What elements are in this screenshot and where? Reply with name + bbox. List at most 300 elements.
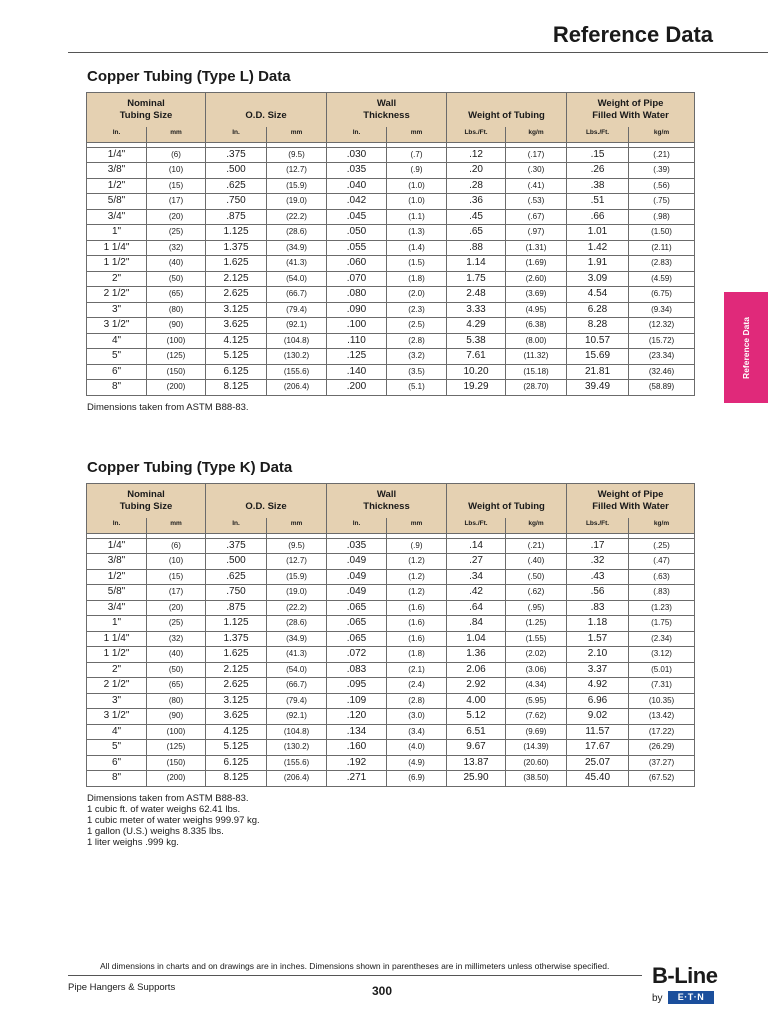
cell-od-in: .500 — [206, 163, 267, 179]
cell-od-mm: (19.0) — [267, 194, 327, 210]
cell-wall-in: .040 — [327, 178, 387, 194]
cell-nominal-in: 5/8" — [87, 585, 147, 601]
cell-pipe-kg: (32.46) — [629, 364, 695, 380]
cell-weight-kg: (.67) — [506, 209, 567, 225]
cell-wall-mm: (1.1) — [387, 209, 447, 225]
cell-nominal-in: 2" — [87, 271, 147, 287]
eaton-logo: E·T·N — [668, 991, 714, 1004]
header-rule — [68, 52, 768, 53]
cell-nominal-mm: (100) — [147, 333, 206, 349]
cell-nominal-in: 2 1/2" — [87, 287, 147, 303]
cell-pipe-kg: (37.27) — [629, 755, 695, 771]
cell-nominal-mm: (10) — [147, 163, 206, 179]
cell-wall-in: .065 — [327, 616, 387, 632]
cell-pipe-kg: (.98) — [629, 209, 695, 225]
table-row — [87, 271, 695, 287]
cell-od-mm: (92.1) — [267, 709, 327, 725]
cell-wall-in: .045 — [327, 209, 387, 225]
cell-wall-mm: (1.2) — [387, 585, 447, 601]
cell-wall-in: .120 — [327, 709, 387, 725]
cell-weight-lbs: 1.04 — [447, 631, 506, 647]
table-row — [87, 569, 695, 585]
cell-weight-kg: (.62) — [506, 585, 567, 601]
cell-weight-kg: (9.69) — [506, 724, 567, 740]
cell-wall-mm: (1.2) — [387, 569, 447, 585]
cell-nominal-mm: (17) — [147, 194, 206, 210]
cell-weight-lbs: .42 — [447, 585, 506, 601]
cell-od-mm: (34.9) — [267, 631, 327, 647]
cell-nominal-in: 8" — [87, 380, 147, 396]
cell-weight-lbs: 4.29 — [447, 318, 506, 334]
cell-weight-kg: (.97) — [506, 225, 567, 241]
cell-pipe-kg: (.39) — [629, 163, 695, 179]
cell-pipe-lbs: 8.28 — [567, 318, 629, 334]
cell-od-in: 4.125 — [206, 333, 267, 349]
header-od: O.D. Size — [206, 93, 327, 127]
section-tab-label: Reference Data — [741, 316, 751, 379]
cell-wall-mm: (1.6) — [387, 631, 447, 647]
cell-nominal-in: 1/4" — [87, 147, 147, 163]
cell-od-mm: (15.9) — [267, 178, 327, 194]
cell-wall-in: .042 — [327, 194, 387, 210]
cell-nominal-in: 6" — [87, 755, 147, 771]
page-title: Reference Data — [552, 22, 713, 47]
cell-weight-lbs: 6.51 — [447, 724, 506, 740]
cell-nominal-mm: (20) — [147, 600, 206, 616]
cell-weight-kg: (11.32) — [506, 349, 567, 365]
table-row — [87, 678, 695, 694]
cell-nominal-mm: (200) — [147, 380, 206, 396]
cell-wall-mm: (4.9) — [387, 755, 447, 771]
cell-weight-kg: (.53) — [506, 194, 567, 210]
table-row — [87, 724, 695, 740]
footer-rule — [68, 975, 642, 976]
type-k-note: 1 cubic meter of water weighs 999.97 kg. — [87, 815, 260, 826]
cell-wall-in: .065 — [327, 600, 387, 616]
cell-nominal-mm: (15) — [147, 569, 206, 585]
unit-kg: kg/m — [629, 518, 695, 534]
cell-od-mm: (206.4) — [267, 380, 327, 396]
cell-od-mm: (155.6) — [267, 364, 327, 380]
cell-od-mm: (66.7) — [267, 678, 327, 694]
cell-weight-kg: (1.25) — [506, 616, 567, 632]
cell-weight-lbs: .64 — [447, 600, 506, 616]
cell-wall-mm: (1.2) — [387, 554, 447, 570]
cell-od-mm: (34.9) — [267, 240, 327, 256]
table-row — [87, 318, 695, 334]
cell-wall-in: .072 — [327, 647, 387, 663]
cell-nominal-mm: (80) — [147, 693, 206, 709]
cell-od-mm: (66.7) — [267, 287, 327, 303]
type-k-note: 1 liter weighs .999 kg. — [87, 837, 179, 848]
cell-od-mm: (54.0) — [267, 271, 327, 287]
page-number: 300 — [372, 984, 393, 998]
cell-weight-lbs: .34 — [447, 569, 506, 585]
cell-od-mm: (104.8) — [267, 724, 327, 740]
unit-lbs: Lbs./Ft. — [567, 518, 629, 534]
cell-od-in: 1.125 — [206, 225, 267, 241]
cell-od-in: 2.625 — [206, 678, 267, 694]
cell-pipe-kg: (1.23) — [629, 600, 695, 616]
cell-od-in: 4.125 — [206, 724, 267, 740]
cell-pipe-kg: (10.35) — [629, 693, 695, 709]
cell-weight-lbs: 2.06 — [447, 662, 506, 678]
cell-weight-lbs: .65 — [447, 225, 506, 241]
cell-weight-lbs: .36 — [447, 194, 506, 210]
section-tab[interactable] — [724, 292, 768, 403]
cell-pipe-lbs: 4.54 — [567, 287, 629, 303]
cell-weight-lbs: 5.12 — [447, 709, 506, 725]
cell-wall-in: .030 — [327, 147, 387, 163]
cell-od-in: 6.125 — [206, 755, 267, 771]
table-row — [87, 631, 695, 647]
cell-nominal-in: 1/2" — [87, 178, 147, 194]
cell-nominal-in: 3" — [87, 302, 147, 318]
cell-wall-in: .271 — [327, 771, 387, 787]
header-weight: Weight of Tubing — [447, 484, 567, 518]
cell-wall-in: .090 — [327, 302, 387, 318]
cell-wall-mm: (1.8) — [387, 271, 447, 287]
unit-mm: mm — [267, 518, 327, 534]
cell-nominal-mm: (125) — [147, 740, 206, 756]
cell-wall-in: .109 — [327, 693, 387, 709]
cell-pipe-lbs: 45.40 — [567, 771, 629, 787]
cell-nominal-mm: (150) — [147, 755, 206, 771]
cell-nominal-in: 3/8" — [87, 554, 147, 570]
cell-od-mm: (130.2) — [267, 740, 327, 756]
cell-wall-in: .125 — [327, 349, 387, 365]
cell-wall-mm: (2.3) — [387, 302, 447, 318]
cell-nominal-mm: (40) — [147, 256, 206, 272]
cell-wall-mm: (.7) — [387, 147, 447, 163]
cell-od-in: 6.125 — [206, 364, 267, 380]
cell-wall-mm: (.9) — [387, 163, 447, 179]
unit-in: In. — [87, 127, 147, 143]
cell-wall-in: .050 — [327, 225, 387, 241]
cell-pipe-kg: (67.52) — [629, 771, 695, 787]
bline-logo: B-Line — [652, 963, 718, 988]
cell-wall-in: .100 — [327, 318, 387, 334]
cell-pipe-lbs: 3.37 — [567, 662, 629, 678]
cell-weight-lbs: 10.20 — [447, 364, 506, 380]
cell-weight-lbs: 19.29 — [447, 380, 506, 396]
cell-wall-mm: (1.3) — [387, 225, 447, 241]
table-row — [87, 755, 695, 771]
cell-nominal-in: 1 1/4" — [87, 240, 147, 256]
cell-pipe-kg: (3.12) — [629, 647, 695, 663]
cell-wall-in: .134 — [327, 724, 387, 740]
cell-weight-kg: (1.69) — [506, 256, 567, 272]
table-row — [87, 600, 695, 616]
cell-pipe-lbs: .51 — [567, 194, 629, 210]
cell-weight-lbs: .20 — [447, 163, 506, 179]
cell-weight-lbs: 1.75 — [447, 271, 506, 287]
cell-weight-kg: (20.60) — [506, 755, 567, 771]
cell-wall-mm: (2.8) — [387, 693, 447, 709]
type-k-rows — [87, 533, 695, 786]
cell-wall-mm: (3.5) — [387, 364, 447, 380]
cell-od-in: 2.625 — [206, 287, 267, 303]
cell-od-in: .750 — [206, 585, 267, 601]
cell-weight-kg: (.40) — [506, 554, 567, 570]
cell-weight-kg: (6.38) — [506, 318, 567, 334]
header-nominal: Nominal Tubing Size — [87, 93, 206, 127]
table-row — [87, 364, 695, 380]
cell-pipe-kg: (17.22) — [629, 724, 695, 740]
logo-by-text: by — [652, 993, 663, 1004]
cell-nominal-mm: (90) — [147, 709, 206, 725]
cell-nominal-in: 1/4" — [87, 538, 147, 554]
cell-weight-lbs: 25.90 — [447, 771, 506, 787]
cell-weight-kg: (7.62) — [506, 709, 567, 725]
cell-pipe-lbs: 1.57 — [567, 631, 629, 647]
cell-wall-in: .055 — [327, 240, 387, 256]
cell-pipe-lbs: 4.92 — [567, 678, 629, 694]
cell-weight-lbs: 5.38 — [447, 333, 506, 349]
cell-od-in: 8.125 — [206, 380, 267, 396]
table-row — [87, 538, 695, 554]
cell-weight-kg: (2.60) — [506, 271, 567, 287]
cell-pipe-kg: (6.75) — [629, 287, 695, 303]
cell-od-mm: (79.4) — [267, 693, 327, 709]
cell-od-in: 1.375 — [206, 631, 267, 647]
unit-in: In. — [206, 127, 267, 143]
cell-pipe-kg: (1.50) — [629, 225, 695, 241]
cell-od-in: .500 — [206, 554, 267, 570]
cell-wall-mm: (2.5) — [387, 318, 447, 334]
cell-pipe-lbs: .66 — [567, 209, 629, 225]
cell-nominal-in: 1" — [87, 225, 147, 241]
table-row — [87, 554, 695, 570]
cell-nominal-in: 1 1/2" — [87, 647, 147, 663]
cell-weight-kg: (.41) — [506, 178, 567, 194]
cell-nominal-mm: (6) — [147, 538, 206, 554]
cell-wall-mm: (1.4) — [387, 240, 447, 256]
cell-pipe-lbs: .32 — [567, 554, 629, 570]
cell-nominal-in: 1" — [87, 616, 147, 632]
cell-wall-in: .035 — [327, 538, 387, 554]
cell-nominal-mm: (50) — [147, 662, 206, 678]
table-row — [87, 240, 695, 256]
cell-weight-lbs: 3.33 — [447, 302, 506, 318]
cell-wall-mm: (3.4) — [387, 724, 447, 740]
cell-pipe-kg: (13.42) — [629, 709, 695, 725]
table-row — [87, 225, 695, 241]
cell-pipe-kg: (9.34) — [629, 302, 695, 318]
cell-pipe-kg: (2.83) — [629, 256, 695, 272]
cell-od-in: .875 — [206, 209, 267, 225]
cell-nominal-in: 3" — [87, 693, 147, 709]
unit-mm: mm — [147, 518, 206, 534]
header-wall: Wall Thickness — [327, 484, 447, 518]
cell-od-in: 1.375 — [206, 240, 267, 256]
cell-od-mm: (92.1) — [267, 318, 327, 334]
cell-nominal-in: 6" — [87, 364, 147, 380]
unit-lbs: Lbs./Ft. — [447, 518, 506, 534]
cell-weight-lbs: .27 — [447, 554, 506, 570]
table-row — [87, 380, 695, 396]
cell-pipe-lbs: 1.18 — [567, 616, 629, 632]
table-row — [87, 333, 695, 349]
cell-nominal-in: 1/2" — [87, 569, 147, 585]
table-row — [87, 209, 695, 225]
cell-od-mm: (9.5) — [267, 147, 327, 163]
table-row — [87, 771, 695, 787]
type-k-note: Dimensions taken from ASTM B88-83. — [87, 793, 249, 804]
cell-wall-in: .060 — [327, 256, 387, 272]
table-row — [87, 178, 695, 194]
table-row — [87, 693, 695, 709]
cell-nominal-mm: (125) — [147, 349, 206, 365]
cell-od-in: 3.625 — [206, 318, 267, 334]
type-k-notes — [87, 793, 260, 848]
cell-nominal-mm: (17) — [147, 585, 206, 601]
cell-nominal-mm: (32) — [147, 240, 206, 256]
cell-nominal-in: 4" — [87, 724, 147, 740]
cell-pipe-lbs: .17 — [567, 538, 629, 554]
cell-od-mm: (206.4) — [267, 771, 327, 787]
cell-wall-in: .160 — [327, 740, 387, 756]
cell-pipe-kg: (1.75) — [629, 616, 695, 632]
cell-od-in: 3.125 — [206, 693, 267, 709]
cell-od-in: 3.625 — [206, 709, 267, 725]
cell-wall-in: .200 — [327, 380, 387, 396]
cell-pipe-lbs: 1.91 — [567, 256, 629, 272]
unit-in: In. — [206, 518, 267, 534]
cell-nominal-in: 4" — [87, 333, 147, 349]
cell-wall-mm: (3.0) — [387, 709, 447, 725]
cell-weight-lbs: 1.36 — [447, 647, 506, 663]
unit-mm: mm — [267, 127, 327, 143]
type-l-rows — [87, 142, 695, 395]
cell-nominal-in: 5" — [87, 349, 147, 365]
cell-nominal-in: 3/8" — [87, 163, 147, 179]
cell-od-mm: (79.4) — [267, 302, 327, 318]
cell-od-mm: (41.3) — [267, 256, 327, 272]
cell-weight-lbs: .12 — [447, 147, 506, 163]
cell-od-mm: (22.2) — [267, 209, 327, 225]
cell-pipe-lbs: 21.81 — [567, 364, 629, 380]
table-row — [87, 616, 695, 632]
cell-weight-kg: (4.95) — [506, 302, 567, 318]
cell-nominal-mm: (40) — [147, 647, 206, 663]
cell-pipe-lbs: .83 — [567, 600, 629, 616]
cell-weight-kg: (3.69) — [506, 287, 567, 303]
cell-pipe-kg: (12.32) — [629, 318, 695, 334]
header-pipe: Weight of Pipe Filled With Water — [567, 93, 695, 127]
cell-nominal-mm: (25) — [147, 225, 206, 241]
cell-od-in: 1.625 — [206, 256, 267, 272]
cell-wall-in: .049 — [327, 554, 387, 570]
cell-nominal-mm: (10) — [147, 554, 206, 570]
cell-od-in: .875 — [206, 600, 267, 616]
cell-wall-mm: (1.0) — [387, 194, 447, 210]
cell-wall-mm: (2.8) — [387, 333, 447, 349]
cell-nominal-in: 3 1/2" — [87, 709, 147, 725]
cell-wall-in: .110 — [327, 333, 387, 349]
cell-nominal-in: 2 1/2" — [87, 678, 147, 694]
cell-weight-kg: (.30) — [506, 163, 567, 179]
cell-od-in: 8.125 — [206, 771, 267, 787]
cell-weight-lbs: 13.87 — [447, 755, 506, 771]
cell-od-mm: (9.5) — [267, 538, 327, 554]
cell-pipe-lbs: .43 — [567, 569, 629, 585]
cell-nominal-mm: (6) — [147, 147, 206, 163]
cell-pipe-lbs: 15.69 — [567, 349, 629, 365]
cell-nominal-mm: (80) — [147, 302, 206, 318]
cell-nominal-mm: (25) — [147, 616, 206, 632]
header-pipe: Weight of Pipe Filled With Water — [567, 484, 695, 518]
table-row — [87, 647, 695, 663]
cell-nominal-in: 8" — [87, 771, 147, 787]
cell-pipe-kg: (26.29) — [629, 740, 695, 756]
cell-weight-kg: (.21) — [506, 538, 567, 554]
cell-weight-kg: (.50) — [506, 569, 567, 585]
cell-wall-in: .049 — [327, 585, 387, 601]
cell-wall-mm: (5.1) — [387, 380, 447, 396]
cell-pipe-kg: (4.59) — [629, 271, 695, 287]
cell-nominal-in: 3 1/2" — [87, 318, 147, 334]
cell-od-mm: (155.6) — [267, 755, 327, 771]
cell-weight-kg: (1.55) — [506, 631, 567, 647]
cell-od-mm: (28.6) — [267, 225, 327, 241]
cell-od-in: .625 — [206, 178, 267, 194]
cell-weight-kg: (3.06) — [506, 662, 567, 678]
cell-pipe-lbs: 17.67 — [567, 740, 629, 756]
cell-od-mm: (54.0) — [267, 662, 327, 678]
cell-weight-lbs: 2.92 — [447, 678, 506, 694]
header-od: O.D. Size — [206, 484, 327, 518]
cell-nominal-in: 1 1/2" — [87, 256, 147, 272]
type-l-note: Dimensions taken from ASTM B88-83. — [87, 402, 249, 413]
table-row — [87, 349, 695, 365]
cell-nominal-mm: (150) — [147, 364, 206, 380]
table-row — [87, 163, 695, 179]
table-row — [87, 709, 695, 725]
cell-wall-mm: (1.5) — [387, 256, 447, 272]
unit-kg: kg/m — [506, 127, 567, 143]
footer-section-name: Pipe Hangers & Supports — [68, 982, 176, 993]
cell-pipe-lbs: .38 — [567, 178, 629, 194]
cell-wall-mm: (6.9) — [387, 771, 447, 787]
cell-nominal-mm: (15) — [147, 178, 206, 194]
cell-pipe-kg: (58.89) — [629, 380, 695, 396]
cell-pipe-kg: (2.34) — [629, 631, 695, 647]
cell-pipe-lbs: 1.42 — [567, 240, 629, 256]
cell-weight-kg: (2.02) — [506, 647, 567, 663]
cell-weight-kg: (28.70) — [506, 380, 567, 396]
cell-od-in: 1.625 — [206, 647, 267, 663]
type-k-note: 1 cubic ft. of water weighs 62.41 lbs. — [87, 804, 241, 815]
cell-weight-kg: (5.95) — [506, 693, 567, 709]
cell-weight-kg: (.17) — [506, 147, 567, 163]
cell-wall-mm: (1.0) — [387, 178, 447, 194]
cell-pipe-lbs: 10.57 — [567, 333, 629, 349]
cell-weight-lbs: .28 — [447, 178, 506, 194]
cell-wall-mm: (2.1) — [387, 662, 447, 678]
cell-pipe-kg: (.75) — [629, 194, 695, 210]
header-wall: Wall Thickness — [327, 93, 447, 127]
cell-nominal-mm: (90) — [147, 318, 206, 334]
table-row — [87, 194, 695, 210]
header-nominal: Nominal Tubing Size — [87, 484, 206, 518]
cell-pipe-lbs: 6.96 — [567, 693, 629, 709]
cell-weight-kg: (8.00) — [506, 333, 567, 349]
cell-pipe-lbs: 25.07 — [567, 755, 629, 771]
cell-weight-kg: (1.31) — [506, 240, 567, 256]
cell-weight-kg: (.95) — [506, 600, 567, 616]
cell-od-mm: (12.7) — [267, 554, 327, 570]
